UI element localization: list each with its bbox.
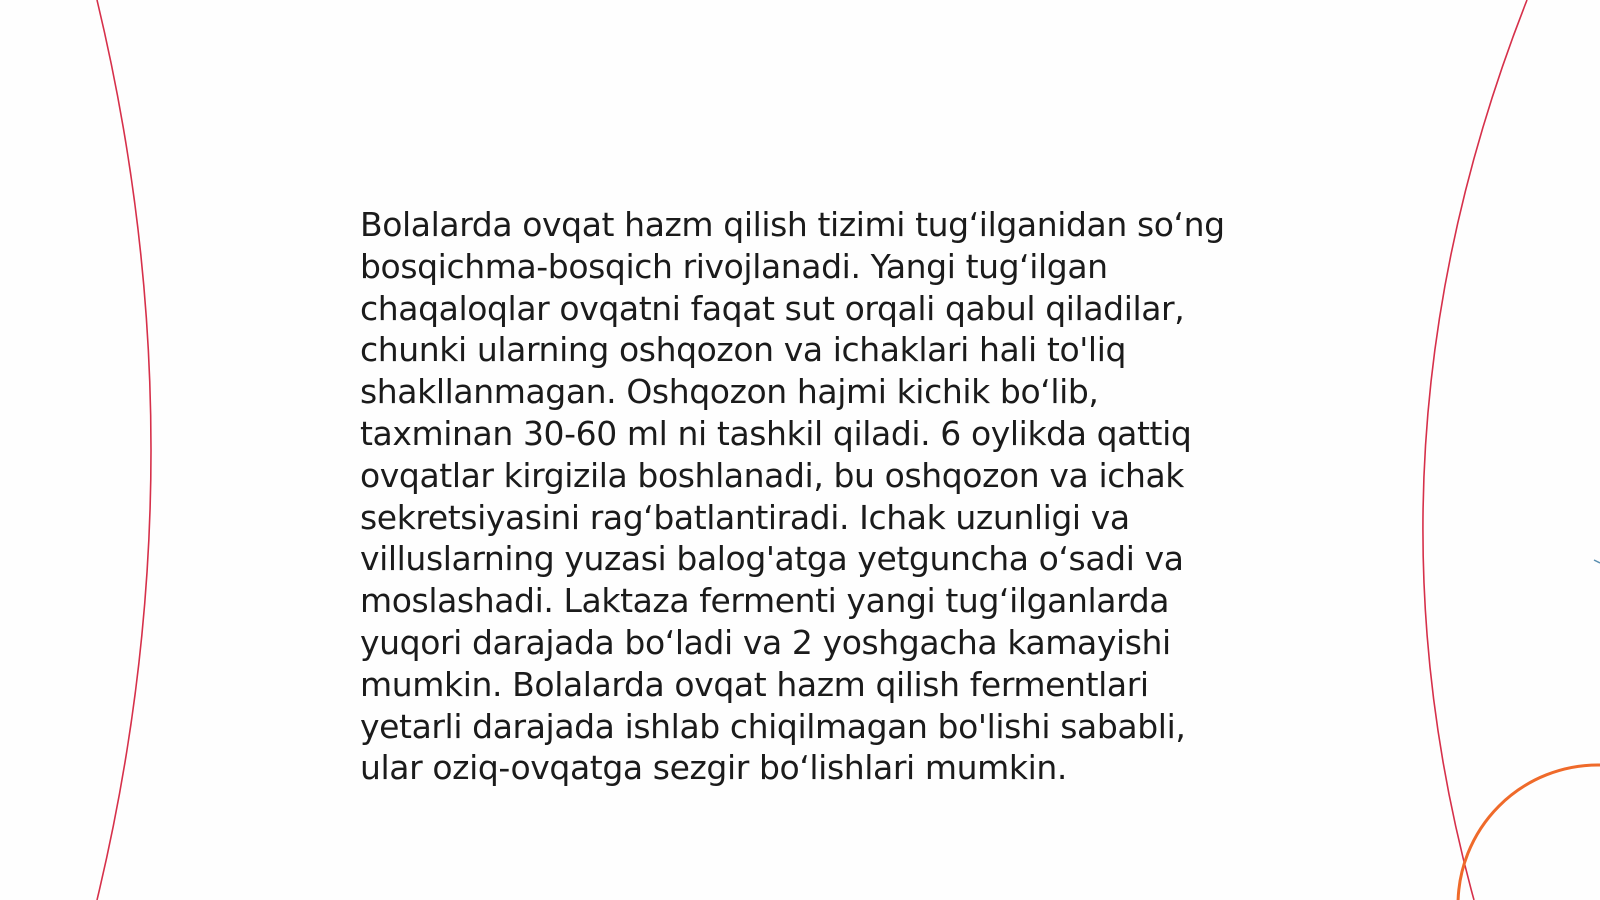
paragraph-line-6: taxminan 30-60 ml ni tashkil qiladi. 6 oylikda qattiq [360,413,1192,453]
paragraph-line-3: chaqaloqlar ovqatni faqat sut orqali qabul qiladilar, [360,288,1185,328]
paragraph-line-7: ovqatlar kirgizila boshlanadi, bu oshqozon va ichak [360,455,1185,495]
paragraph-line-13: yetarli darajada ishlab chiqilmagan bo'lishi sababli, [360,706,1186,746]
paragraph-line-11: yuqori darajada bo‘ladi va 2 yoshgacha kamayishi [360,622,1171,662]
paragraph-line-1: Bolalarda ovqat hazm qilish tizimi tug‘ilganidan so‘ng [360,205,1225,244]
paragraph-line-5: shakllanmagan. Oshqozon hajmi kichik bo‘lib, [360,372,1099,412]
body-paragraph [360,204,1260,789]
paragraph-line-9: villuslarning yuzasi balog'atga yetguncha o‘sadi va [360,539,1184,579]
paragraph-line-14: ular oziq-ovqatga sezgir bo‘lishlari mumkin. [360,748,1067,788]
edge-tick [1594,560,1600,563]
paragraph-line-10: moslashadi. Laktaza fermenti yangi tug‘ilganlarda [360,581,1170,621]
right-curve-line [1423,0,1527,900]
accent-arc [1458,765,1600,900]
paragraph-line-4: chunki ularning oshqozon va ichaklari hali to'liq [360,330,1127,370]
left-curve-line [97,0,151,900]
paragraph-line-2: bosqichma-bosqich rivojlanadi. Yangi tug‘ilgan [360,246,1108,286]
paragraph-line-12: mumkin. Bolalarda ovqat hazm qilish fermentlari [360,664,1149,704]
paragraph-line-8: sekretsiyasini rag‘batlantiradi. Ichak uzunligi va [360,497,1130,537]
